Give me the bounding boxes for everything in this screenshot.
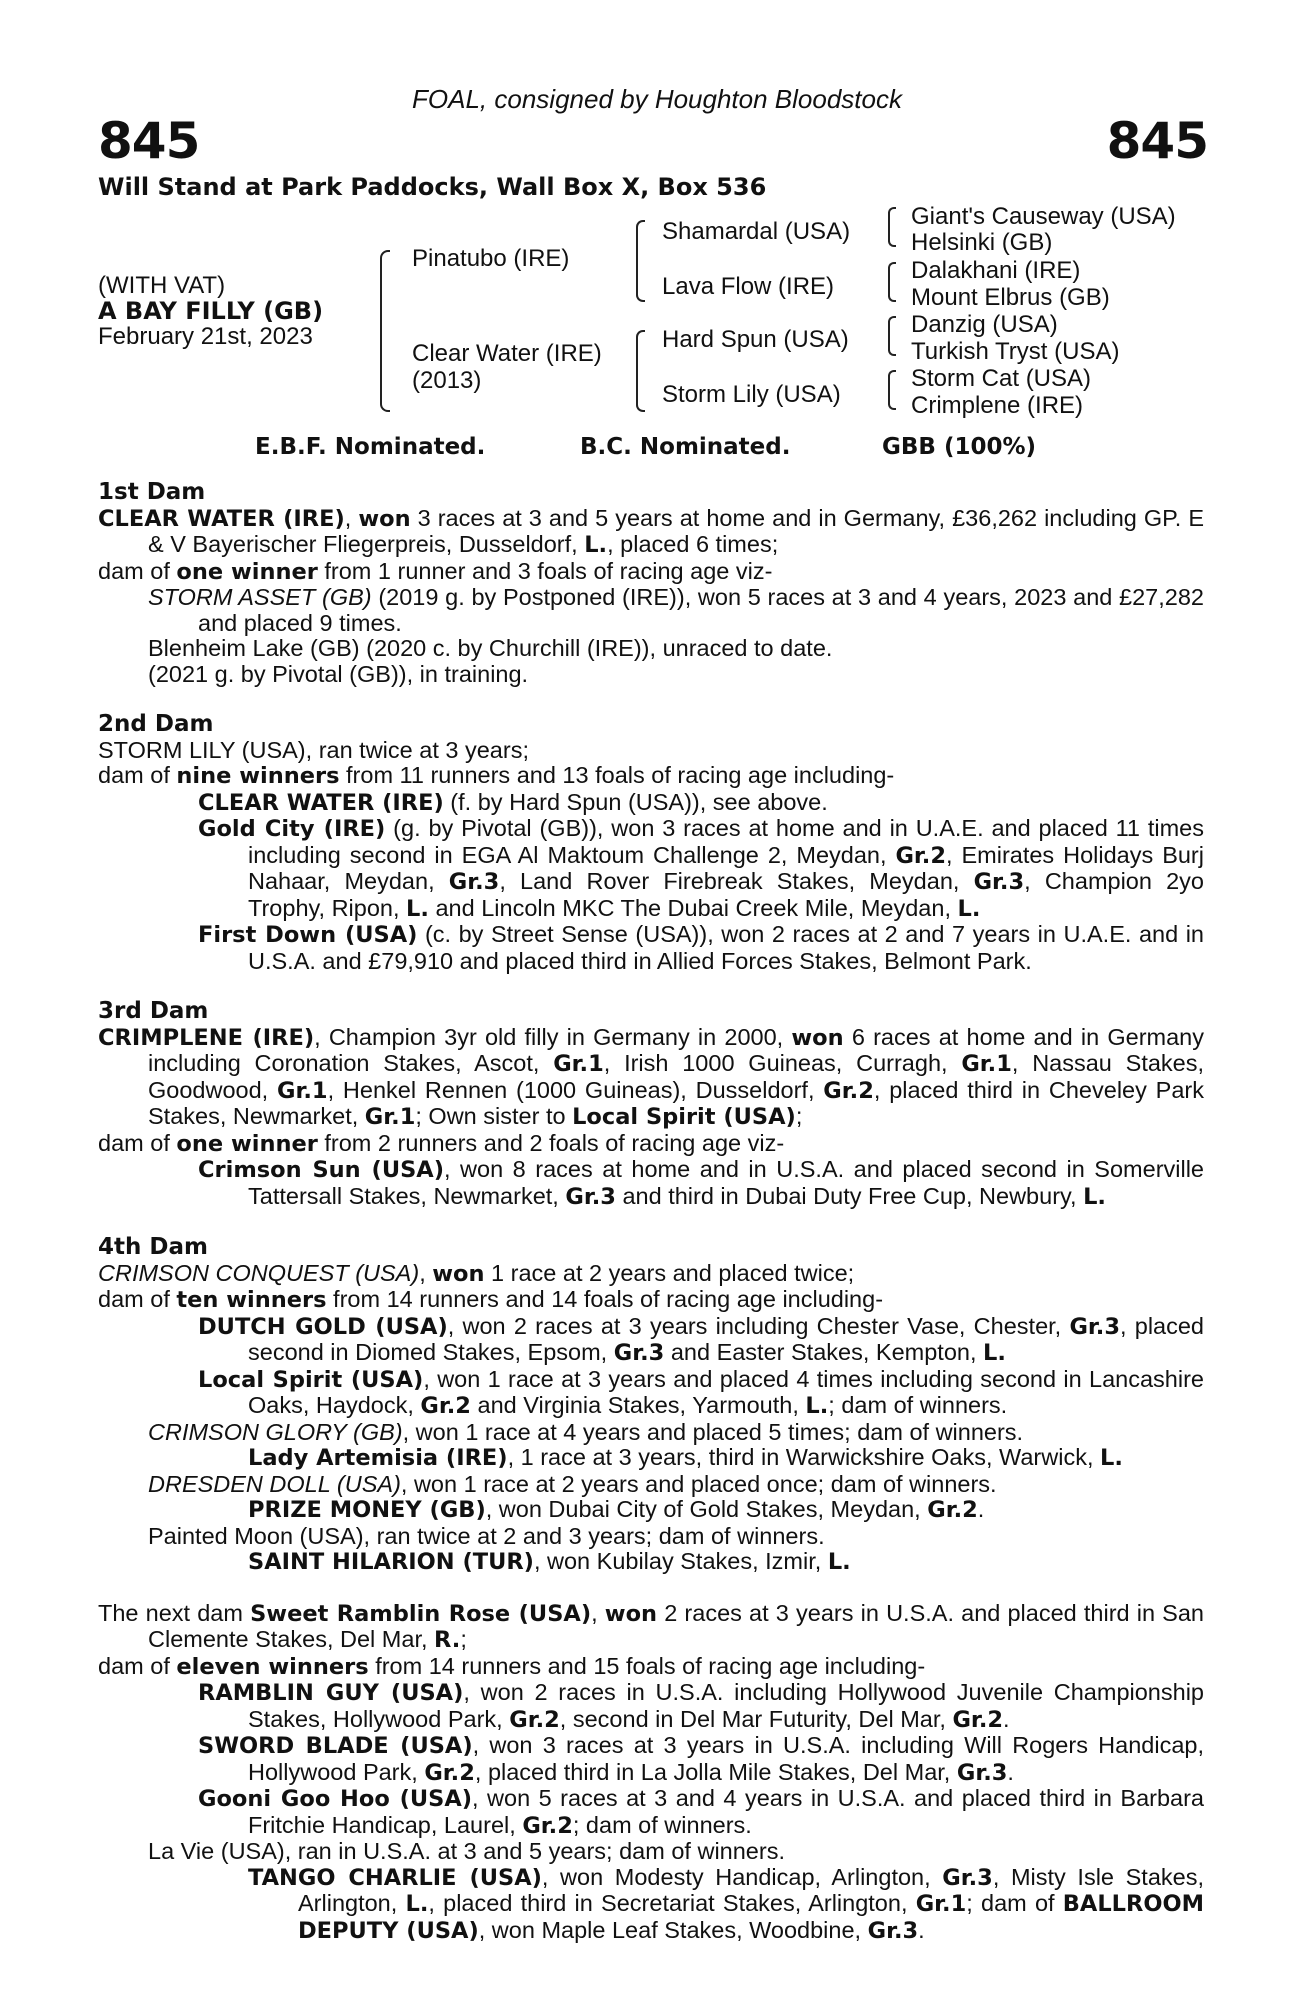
text-run: 3 races at 3 and 5 years at home and in Germany, £36,262 including GP. E & V Bayerischer Fliegerpreis, Dusseldorf, xyxy=(148,504,1205,557)
text-run: and third in Dubai Duty Free Cup, Newbury, xyxy=(615,1182,1084,1209)
bold-text: Gr.3 xyxy=(973,869,1025,895)
text-run: , won Maple Leaf Stakes, Woodbine, xyxy=(478,1916,868,1943)
bold-text: DUTCH GOLD (USA) xyxy=(198,1313,448,1340)
text-run: ; dam of winners. xyxy=(572,1811,752,1838)
text-run: dam of xyxy=(98,1652,177,1679)
text-run: , Champion 3yr old filly in Germany in 2000, xyxy=(314,1023,792,1050)
text-run: . xyxy=(918,1916,925,1943)
brace-g78 xyxy=(888,370,896,410)
text-run: , xyxy=(344,504,359,531)
dam-section xyxy=(98,712,1204,974)
text-run: , placed 6 times; xyxy=(607,531,779,557)
bold-text: Gr.2 xyxy=(509,1706,560,1733)
bold-text: won xyxy=(791,1024,844,1051)
race-record-paragraph xyxy=(98,1287,1204,1314)
race-record-paragraph xyxy=(98,1680,1204,1733)
text-run: , won 1 race at 2 years and placed once; dam of winners. xyxy=(400,1470,997,1497)
italic-text: CRIMSON CONQUEST (USA) xyxy=(98,1259,420,1286)
race-record-paragraph xyxy=(98,1601,1204,1654)
sire-dam: Lava Flow (IRE) xyxy=(662,273,835,300)
text-run: (2019 g. by Postponed (IRE)), won 5 races at 3 and 4 years, 2023 and £27,282 and placed 9 times. xyxy=(198,584,1204,636)
text-run: from 11 runners and 13 foals of racing age including- xyxy=(339,762,895,788)
text-run: from 14 runners and 15 foals of racing age including- xyxy=(368,1652,926,1679)
race-record-paragraph xyxy=(98,922,1204,974)
race-record-paragraph xyxy=(98,1786,1204,1839)
text-run: and Easter Stakes, Kempton, xyxy=(664,1339,984,1365)
ancestor-g7: Storm Cat (USA) xyxy=(911,365,1092,392)
lot-number-right: 845 xyxy=(1106,112,1208,170)
bold-text: Gr.3 xyxy=(942,1864,993,1891)
section-spacer xyxy=(98,687,1204,712)
text-run: , placed third in La Jolla Mile Stakes, Del Mar, xyxy=(474,1758,957,1785)
race-record-paragraph xyxy=(98,738,1204,764)
race-record-paragraph xyxy=(98,662,1204,688)
bold-text: Gr.3 xyxy=(448,869,500,895)
text-run: , won Modesty Handicap, Arlington, xyxy=(541,1863,943,1890)
race-record-paragraph xyxy=(98,1654,1204,1681)
brace-dam xyxy=(636,330,645,412)
bold-text: Gr.3 xyxy=(867,1917,919,1944)
bold-text: Gr.2 xyxy=(420,1393,471,1419)
text-run: 6 races at home and in Germany including Coronation Stakes, Ascot, xyxy=(148,1023,1204,1076)
text-run: Blenheim Lake (GB) (2020 c. by Churchill (IRE)), unraced to date. xyxy=(148,635,833,661)
text-run: , placed third in Cheveley Park Stakes, Newmarket, xyxy=(148,1076,1204,1129)
bold-text: PRIZE MONEY (GB) xyxy=(248,1497,486,1523)
text-run: and Virginia Stakes, Yarmouth, xyxy=(470,1392,806,1418)
bold-text: L. xyxy=(405,1891,429,1917)
bold-text: Gold City (IRE) xyxy=(198,816,386,842)
text-run: ; dam of xyxy=(966,1890,1063,1916)
text-run: , Misty Isle Stakes, Arlington, xyxy=(298,1863,1204,1916)
text-run: , won 2 races at 3 years including Chester Vase, Chester, xyxy=(447,1312,1070,1339)
section-heading: 2nd Dam xyxy=(98,711,214,737)
text-run: , placed third in Secretariat Stakes, Arlington, xyxy=(428,1890,916,1916)
bold-text: L. xyxy=(1100,1445,1123,1471)
bold-text: one winner xyxy=(176,558,318,585)
text-run: Painted Moon (USA), ran twice at 2 and 3 years; dam of winners. xyxy=(148,1522,825,1549)
text-run: , won Dubai City of Gold Stakes, Meydan, xyxy=(485,1496,928,1522)
bold-text: First Down (USA) xyxy=(198,922,418,948)
text-run: , won Kubilay Stakes, Izmir, xyxy=(533,1548,828,1574)
brace-main xyxy=(380,250,390,412)
text-run: , Irish 1000 Guineas, Curragh, xyxy=(603,1050,962,1076)
text-run: . xyxy=(1007,1758,1014,1785)
race-record-paragraph xyxy=(98,1549,1204,1576)
text-run: The next dam xyxy=(98,1599,251,1626)
text-run: from 2 runners and 2 foals of racing age viz- xyxy=(317,1129,785,1156)
bold-text: won xyxy=(358,505,411,532)
race-record-paragraph xyxy=(98,1472,1204,1498)
bold-text: Gr.3 xyxy=(565,1183,616,1210)
text-run: 2 races at 3 years in U.S.A. and placed third in San Clemente Stakes, Del Mar, xyxy=(148,1599,1204,1652)
text-run: , won 3 races at 3 years in U.S.A. including Will Rogers Handicap, Hollywood Park, xyxy=(248,1732,1204,1785)
ebf-nomination: E.B.F. Nominated. xyxy=(255,434,486,460)
bold-text: one winner xyxy=(176,1130,318,1157)
section-spacer xyxy=(98,1210,1204,1235)
bold-text: Gr.1 xyxy=(277,1077,328,1104)
bold-text: SAINT HILARION (TUR) xyxy=(248,1549,534,1575)
text-run: , Land Rover Firebreak Stakes, Meydan, xyxy=(499,868,974,894)
text-run: and Lincoln MKC The Dubai Creek Mile, Meydan, xyxy=(428,894,958,921)
bold-text: won xyxy=(604,1600,658,1627)
section-heading: 4th Dam xyxy=(98,1234,208,1260)
text-run: , Emirates Holidays Burj Nahaar, Meydan, xyxy=(248,841,1204,894)
brace-g12 xyxy=(888,207,896,247)
bold-text: Gr.2 xyxy=(823,1077,874,1104)
race-record-paragraph xyxy=(98,763,1204,790)
text-run: , second in Del Mar Futurity, Del Mar, xyxy=(559,1705,953,1732)
text-run: (2021 g. by Pivotal (GB)), in training. xyxy=(148,660,529,687)
race-record-paragraph xyxy=(98,636,1204,662)
sire: Pinatubo (IRE) xyxy=(412,245,570,272)
race-record-paragraph xyxy=(98,1733,1204,1786)
race-record-paragraph xyxy=(98,1261,1204,1288)
ancestor-g3: Dalakhani (IRE) xyxy=(911,257,1081,284)
bold-text: Gr.2 xyxy=(927,1497,978,1523)
text-run: La Vie (USA), ran in U.S.A. at 3 and 5 years; dam of winners. xyxy=(148,1838,785,1864)
text-run: , won 5 races at 3 and 4 years in U.S.A. and placed third in Barbara Fritchie Handicap, Laurel, xyxy=(248,1785,1204,1838)
foaled-date: February 21st, 2023 xyxy=(98,323,313,350)
dam-year: (2013) xyxy=(412,367,482,394)
ancestor-g8: Crimplene (IRE) xyxy=(911,392,1084,419)
dam-section xyxy=(98,480,1204,687)
bold-text: R. xyxy=(434,1627,461,1653)
bold-text: Gr.1 xyxy=(961,1051,1012,1077)
bold-text: ten winners xyxy=(176,1287,327,1313)
text-run: dam of xyxy=(98,1286,177,1312)
text-run: , won 1 race at 4 years and placed 5 times; dam of winners. xyxy=(402,1418,1024,1445)
text-run: ; xyxy=(795,1103,803,1129)
text-run: dam of xyxy=(98,762,177,788)
stand-info: Will Stand at Park Paddocks, Wall Box X, Box 536 xyxy=(98,173,767,201)
bold-text: Local Spirit (USA) xyxy=(572,1104,796,1130)
text-run: from 14 runners and 14 foals of racing age including- xyxy=(326,1286,884,1312)
bold-text: Gooni Goo Hoo (USA) xyxy=(198,1786,473,1812)
text-run: , xyxy=(419,1259,433,1286)
bold-text: Gr.1 xyxy=(364,1104,416,1130)
race-record-paragraph xyxy=(98,585,1204,636)
bold-text: L. xyxy=(827,1549,851,1575)
brace-sire xyxy=(636,220,645,302)
brace-g56 xyxy=(888,316,896,356)
gbb-status: GBB (100%) xyxy=(882,434,1037,460)
text-run: (c. by Street Sense (USA)), won 2 races at 2 and 7 years in U.A.E. and in U.S.A. and £79,910 and placed third in Allied Forces Stakes, Belmont Park. xyxy=(248,921,1205,974)
text-run: , won 1 race at 3 years and placed 4 times including second in Lancashire Oaks, Haydock, xyxy=(248,1365,1204,1418)
text-run: . xyxy=(1003,1705,1010,1732)
section-spacer xyxy=(98,974,1204,999)
text-run: , Henkel Rennen (1000 Guineas), Dusseldorf, xyxy=(327,1076,824,1103)
bold-text: L. xyxy=(957,895,981,922)
text-run: (g. by Pivotal (GB)), won 3 races at home and in U.A.E. and placed 11 times including second in EGA Al Maktoum Challenge 2, Meydan, xyxy=(248,815,1204,868)
race-record-paragraph xyxy=(98,1865,1204,1945)
bold-text: Lady Artemisia (IRE) xyxy=(248,1445,508,1471)
race-record-paragraph xyxy=(98,1131,1204,1158)
dam-section xyxy=(98,999,1204,1210)
bold-text: eleven winners xyxy=(176,1653,369,1680)
text-run: . xyxy=(977,1496,985,1522)
race-record-paragraph xyxy=(98,1497,1204,1524)
text-run: , xyxy=(591,1599,605,1626)
text-run: ; dam of winners. xyxy=(828,1392,1008,1418)
bold-text: Crimson Sun (USA) xyxy=(198,1157,444,1183)
bold-text: Gr.3 xyxy=(613,1340,665,1366)
dam: Clear Water (IRE) xyxy=(412,340,602,367)
race-record-paragraph xyxy=(98,1445,1204,1472)
italic-text: STORM ASSET (GB) xyxy=(148,584,372,610)
text-run: ; Own sister to xyxy=(415,1103,573,1129)
race-record-paragraph xyxy=(98,790,1204,817)
bold-text: won xyxy=(432,1260,485,1287)
consignment-line: FOAL, consigned by Houghton Bloodstock xyxy=(412,84,902,114)
italic-text: CRIMSON GLORY (GB) xyxy=(148,1418,403,1445)
text-run: , Champion 2yo Trophy, Ripon, xyxy=(248,868,1205,921)
race-record-paragraph xyxy=(98,1367,1204,1420)
section-heading: 3rd Dam xyxy=(98,998,209,1024)
bold-text: L. xyxy=(983,1340,1006,1366)
race-record-paragraph xyxy=(98,1839,1204,1865)
ancestor-g4: Mount Elbrus (GB) xyxy=(911,284,1110,311)
text-run: , won 8 races at home and in U.S.A. and placed second in Somerville Tattersall Stakes, Newmarket, xyxy=(248,1156,1204,1209)
section-heading: 1st Dam xyxy=(98,479,206,505)
dam-sire: Hard Spun (USA) xyxy=(662,326,849,353)
bold-text: Gr.2 xyxy=(522,1812,573,1839)
bold-text: nine winners xyxy=(176,763,340,789)
text-run: STORM LILY (USA), ran twice at 3 years; xyxy=(98,736,529,763)
dam-section xyxy=(98,1601,1204,1945)
race-record-paragraph xyxy=(98,1524,1204,1550)
text-run: from 1 runner and 3 foals of racing age viz- xyxy=(317,557,773,584)
bold-text: Sweet Ramblin Rose (USA) xyxy=(250,1600,592,1627)
bold-text: Gr.1 xyxy=(915,1891,967,1917)
bold-text: Gr.3 xyxy=(956,1759,1008,1786)
ancestor-g2: Helsinki (GB) xyxy=(911,229,1053,256)
bold-text: Gr.2 xyxy=(424,1759,475,1786)
race-record-paragraph xyxy=(98,816,1204,922)
bold-text: Gr.1 xyxy=(553,1051,604,1077)
text-run: , placed second in Diomed Stakes, Epsom, xyxy=(248,1312,1205,1365)
ancestor-g1: Giant's Causeway (USA) xyxy=(911,203,1176,230)
dam-section xyxy=(98,1235,1204,1576)
vat-label: (WITH VAT) xyxy=(98,272,226,299)
text-run: dam of xyxy=(98,1129,177,1156)
bold-text: L. xyxy=(1083,1183,1106,1210)
bold-text: CRIMPLENE (IRE) xyxy=(98,1024,315,1051)
text-run: , 1 race at 3 years, third in Warwickshire Oaks, Warwick, xyxy=(507,1444,1101,1470)
ancestor-g5: Danzig (USA) xyxy=(911,311,1058,338)
race-record-paragraph xyxy=(98,1025,1204,1131)
bold-text: Gr.2 xyxy=(895,842,946,869)
race-record-paragraph xyxy=(98,1314,1204,1367)
text-run: 1 race at 2 years and placed twice; xyxy=(484,1259,855,1286)
race-record-paragraph xyxy=(98,1420,1204,1446)
dam-dam: Storm Lily (USA) xyxy=(662,381,841,408)
lot-number-left: 845 xyxy=(98,112,200,170)
italic-text: DRESDEN DOLL (USA) xyxy=(148,1470,401,1497)
brace-g34 xyxy=(888,262,896,302)
bold-text: Local Spirit (USA) xyxy=(198,1366,424,1393)
text-run: , won 2 races in U.S.A. including Hollywood Juvenile Championship Stakes, Hollywood Park, xyxy=(248,1679,1204,1732)
text-run: (f. by Hard Spun (USA)), see above. xyxy=(443,788,828,815)
text-run: , Nassau Stakes, Goodwood, xyxy=(148,1050,1205,1103)
text-run: ; xyxy=(460,1626,467,1652)
bold-text: L. xyxy=(805,1393,829,1419)
bold-text: CLEAR WATER (IRE) xyxy=(198,789,444,816)
bold-text: RAMBLIN GUY (USA) xyxy=(198,1680,464,1706)
sire-sire: Shamardal (USA) xyxy=(662,218,851,245)
bold-text: Gr.3 xyxy=(1069,1313,1120,1340)
bold-text: CLEAR WATER (IRE) xyxy=(98,505,345,532)
bold-text: L. xyxy=(406,895,429,922)
bold-text: TANGO CHARLIE (USA) xyxy=(248,1864,542,1891)
bold-text: SWORD BLADE (USA) xyxy=(198,1733,473,1759)
bold-text: L. xyxy=(584,532,608,558)
ancestor-g6: Turkish Tryst (USA) xyxy=(911,338,1120,365)
lot-title: A BAY FILLY (GB) xyxy=(98,297,324,325)
bold-text: BALLROOM DEPUTY (USA) xyxy=(298,1891,1204,1944)
race-record-paragraph xyxy=(98,506,1204,559)
race-record-paragraph xyxy=(98,1157,1204,1210)
section-spacer xyxy=(98,1576,1204,1601)
catalogue-body xyxy=(98,480,1204,1944)
race-record-paragraph xyxy=(98,559,1204,586)
text-run: dam of xyxy=(98,557,177,584)
bc-nomination: B.C. Nominated. xyxy=(580,434,791,460)
bold-text: Gr.2 xyxy=(952,1706,1004,1733)
